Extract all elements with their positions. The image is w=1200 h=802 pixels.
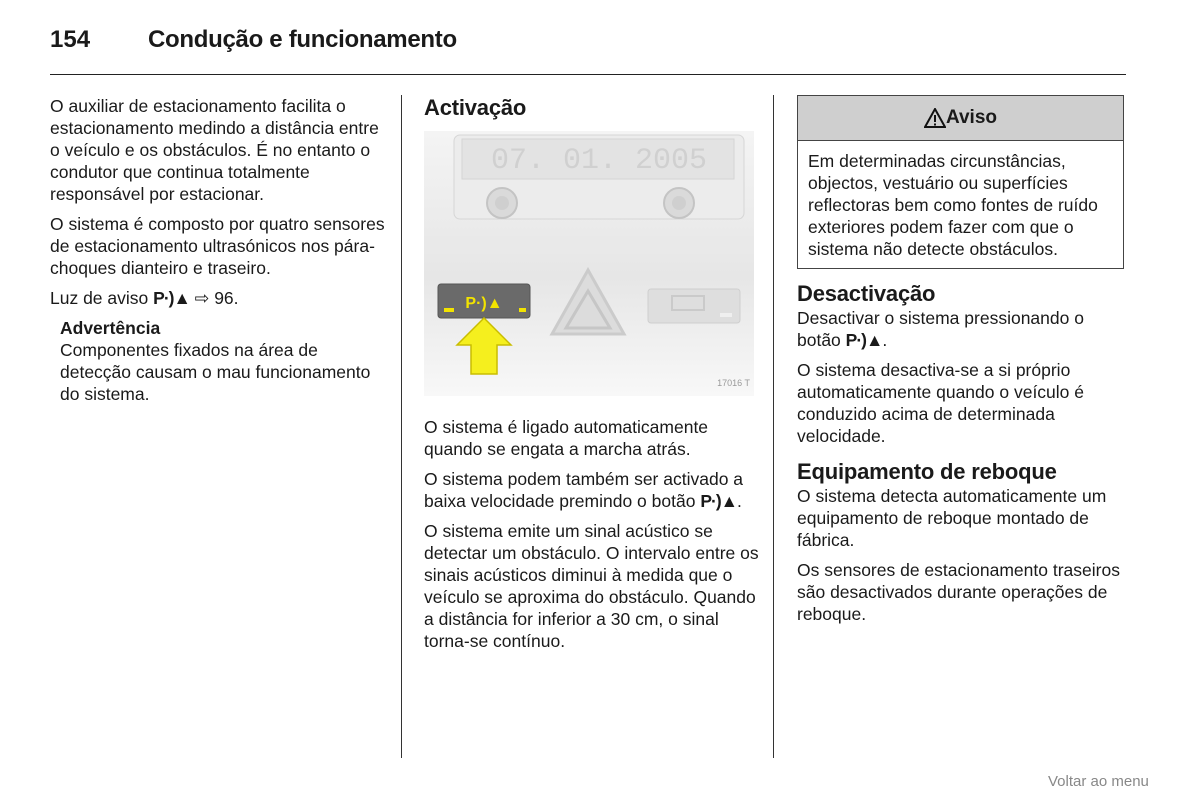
activation-paragraph-2-end: .: [736, 491, 742, 511]
button-led: [444, 308, 454, 312]
column-divider: [401, 95, 402, 758]
dashboard-figure: [424, 131, 754, 396]
display-date-text: 07. 01. 2005: [490, 144, 708, 178]
parking-assist-icon: P·)▲: [700, 491, 737, 511]
header-rule: [50, 74, 1126, 75]
dashboard-illustration: [424, 131, 754, 396]
warning-light-reference: [50, 287, 385, 309]
warning-light-label: Luz de aviso: [50, 288, 149, 308]
intro-paragraph: O auxiliar de estacionamento facilita o estacionamento medindo a distância entre o veículo e os obstáculos. É no entanto o condutor que continua totalmente responsável por estacionar.: [50, 96, 379, 204]
deactivation-paragraph-1-end: .: [882, 330, 888, 350]
page-number: 154: [50, 26, 91, 53]
column-divider: [773, 95, 774, 758]
towing-paragraph-1: O sistema detecta automaticamente um equipamento de reboque montado de fábrica.: [797, 486, 1107, 550]
activation-paragraph-1: O sistema é ligado automaticamente quando se engata a marcha atrás.: [424, 417, 709, 459]
parking-assist-icon: P·)▲: [845, 330, 883, 350]
back-to-menu-link[interactable]: Voltar ao menu: [1048, 773, 1149, 790]
parking-assist-icon: P·)▲: [153, 288, 190, 308]
activation-paragraph-2-text: O sistema podem também ser activado a baixa velocidade premindo o botão: [424, 469, 744, 511]
components-paragraph: O sistema é composto por quatro sensores de estacionamento ultrasónicos nos pára-choques dianteiro e traseiro.: [50, 214, 385, 278]
column-activation: [424, 95, 764, 660]
panel-ridge: [424, 236, 754, 254]
left-knob-center: [495, 196, 509, 210]
warning-box: [797, 95, 1124, 269]
right-button-led: [720, 313, 732, 317]
caution-note-text: Componentes fixados na área de detecção causam o mau funcionamento do sistema.: [60, 340, 371, 404]
deactivation-paragraph-1: [797, 307, 1127, 351]
parking-assist-button-label: P·)▲: [465, 295, 503, 312]
activation-paragraph-3: O sistema emite um sinal acústico se detectar um obstáculo. O intervalo entre os sinais acústicos diminui à medida que o veículo se aproxima do obstáculo. Quando a distância for inferior a 30 cm, o sinal torna-se contínuo.: [424, 521, 759, 651]
deactivation-paragraph-1-text: Desactivar o sistema pressionando o botão: [797, 308, 1084, 350]
activation-heading: Activação: [424, 95, 527, 120]
right-button: [648, 289, 740, 323]
warning-box-text: Em determinadas circunstâncias, objectos, vestuário ou superfícies reflectoras bem como fontes de ruído exteriores podem fazer com que o sistema não detecte obstáculos.: [808, 151, 1098, 259]
warning-box-title: Aviso: [945, 107, 998, 128]
column-warning: [797, 95, 1127, 633]
page-reference-link[interactable]: ⇨ 96.: [194, 288, 239, 308]
deactivation-paragraph-2: O sistema desactiva-se a si próprio automaticamente quando o veículo é conduzido acima de determinada velocidade.: [797, 360, 1084, 446]
right-knob-center: [672, 196, 686, 210]
caution-note-title: Advertência: [60, 318, 161, 338]
section-title: Condução e funcionamento: [148, 26, 457, 53]
deactivation-heading: Desactivação: [797, 281, 936, 306]
warning-box-header: [798, 96, 1123, 141]
warning-triangle-icon: [924, 108, 946, 128]
button-led: [519, 308, 526, 312]
activation-paragraph-2: [424, 468, 764, 512]
caution-note: [60, 317, 385, 405]
towing-heading: Equipamento de reboque: [797, 459, 1057, 484]
column-intro: [50, 95, 385, 405]
figure-code: 17016 T: [717, 378, 750, 388]
towing-paragraph-2: Os sensores de estacionamento traseiros são desactivados durante operações de reboque.: [797, 560, 1120, 624]
